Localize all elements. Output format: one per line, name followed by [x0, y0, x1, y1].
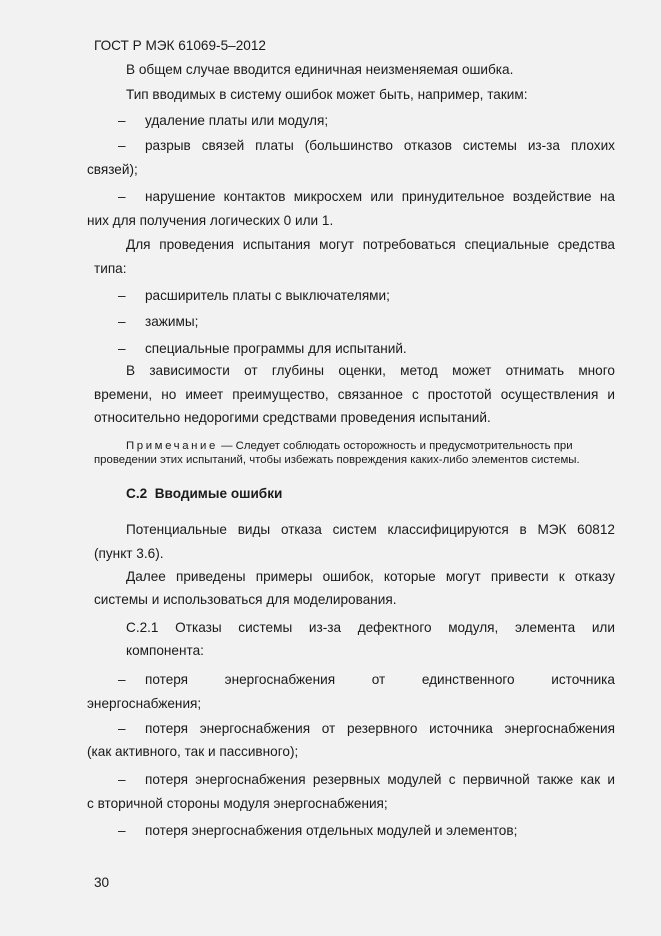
word: источника — [429, 721, 493, 736]
paragraph-4-line-3: относительно недорогими средствами проведения испытаний. — [94, 410, 491, 425]
word: как — [580, 772, 601, 787]
word: плохих — [570, 138, 615, 153]
word: Для — [126, 237, 151, 252]
list-dash: – — [118, 314, 126, 329]
word: модуля, — [448, 620, 499, 635]
note-line-2: проведении этих испытаний, чтобы избежать повреждения каких-либо элементов системы. — [94, 454, 580, 466]
word: классифицируются — [387, 522, 509, 537]
word: платы — [255, 138, 294, 153]
word: времени, — [94, 387, 153, 402]
word: отнимать — [505, 363, 565, 378]
list-item-3-line-2: них для получения логических 0 или 1. — [87, 213, 334, 228]
word: (большинство — [304, 138, 393, 153]
list-dash: – — [118, 672, 126, 687]
word: связанное — [337, 387, 403, 402]
paragraph-3-line-2: типа: — [94, 261, 127, 276]
word: простотой — [427, 387, 492, 402]
word: Потенциальные — [126, 522, 227, 537]
paragraph-6-line-2: системы и использоваться для моделирования. — [94, 592, 397, 607]
word: могут — [319, 237, 355, 252]
word: или — [370, 189, 394, 204]
list-item-5: зажимы; — [145, 314, 199, 329]
word: единственного — [421, 672, 515, 687]
word: из-за — [308, 620, 342, 635]
list-item-10: потеря энергоснабжения отдельных модулей и элементов; — [145, 823, 518, 838]
list-item-6: специальные программы для испытаний. — [145, 341, 407, 356]
list-item-2-line-1 — [145, 137, 615, 155]
word: ошибок, — [322, 569, 374, 584]
word: от — [321, 721, 336, 736]
word: дефектного — [357, 620, 432, 635]
word: отказов — [403, 138, 452, 153]
word: системы — [238, 620, 293, 635]
word: резервных — [312, 772, 381, 787]
word: средства — [557, 237, 615, 252]
list-dash: – — [118, 341, 126, 356]
word: в — [519, 522, 527, 537]
word: зависимости — [149, 363, 230, 378]
paragraph-3-line-1 — [126, 236, 615, 254]
list-item-4: расширитель платы с выключателями; — [145, 288, 390, 303]
word: могут — [445, 569, 481, 584]
note-label: Примечание — [126, 440, 218, 452]
list-item-9-line-1 — [145, 771, 615, 789]
list-dash: – — [118, 288, 126, 303]
list-item-8-line-2: (как активного, так и пассивного); — [87, 744, 299, 759]
section-heading: C.2 Вводимые ошибки — [126, 486, 283, 501]
word: первичной — [462, 772, 530, 787]
paragraph-4-line-2 — [94, 386, 615, 404]
word: от — [371, 672, 386, 687]
word: энергоснабжения — [224, 672, 336, 687]
word: связей — [201, 138, 245, 153]
word: системы — [462, 138, 517, 153]
word: модулей — [387, 772, 442, 787]
list-item-8-line-1 — [145, 720, 615, 738]
word: и — [607, 387, 615, 402]
word: систем — [332, 522, 377, 537]
list-item-3-line-1 — [145, 188, 615, 206]
subsection-heading-line-2: компонента: — [126, 643, 204, 658]
word: приведены — [175, 569, 246, 584]
word: нарушение — [145, 189, 216, 204]
list-dash: – — [118, 138, 126, 153]
list-dash: – — [118, 772, 126, 787]
list-dash: – — [118, 721, 126, 736]
paragraph-1: В общем случае вводится единичная неизменяемая ошибка. — [126, 62, 514, 77]
word: элемента — [514, 620, 576, 635]
word: примеры — [255, 569, 313, 584]
word: потеря — [145, 721, 189, 736]
word: имеет — [185, 387, 224, 402]
paragraph-4-line-1 — [126, 362, 615, 380]
word: на — [599, 189, 615, 204]
word: потеря — [145, 672, 189, 687]
word: метод — [400, 363, 438, 378]
document-header: ГОСТ Р МЭК 61069-5–2012 — [94, 38, 266, 53]
word: C.2.1 — [126, 620, 159, 635]
word: виды — [237, 522, 271, 537]
word: или — [591, 620, 615, 635]
word: воздействие — [512, 189, 592, 204]
paragraph-2: Тип вводимых в систему ошибок может быть, например, таким: — [126, 87, 528, 102]
word: и — [607, 772, 615, 787]
word: из-за — [527, 138, 560, 153]
word: источника — [551, 672, 615, 687]
paragraph-6-line-1 — [126, 568, 615, 586]
list-dash: – — [118, 113, 126, 128]
word: специальные — [464, 237, 550, 252]
word: энергоснабжения — [504, 721, 615, 736]
word: МЭК — [537, 522, 567, 537]
word: отказу — [574, 569, 615, 584]
word: разрыв — [145, 138, 191, 153]
list-item-1: удаление платы или модуля; — [145, 113, 329, 128]
word: отказа — [280, 522, 322, 537]
word: Далее — [126, 569, 166, 584]
word: с — [411, 387, 419, 402]
word: проведения — [159, 237, 235, 252]
list-dash: – — [118, 823, 126, 838]
word: В — [126, 363, 136, 378]
word: но — [161, 387, 177, 402]
list-item-9-line-2: с вторичной стороны модуля энергоснабжения; — [87, 796, 388, 811]
paragraph-5-line-2: (пункт 3.6). — [94, 546, 164, 561]
word: может — [452, 363, 492, 378]
word: оценки, — [338, 363, 386, 378]
word: испытания — [242, 237, 311, 252]
note-text: — Следует соблюдать осторожность и предусмотрительность при — [217, 440, 573, 452]
list-item-2-line-2: связей); — [87, 162, 138, 177]
word: 60812 — [577, 522, 615, 537]
word: преимущество, — [232, 387, 329, 402]
word: микросхем — [293, 189, 363, 204]
subsection-heading-line-1 — [126, 619, 615, 637]
paragraph-5-line-1 — [126, 521, 615, 539]
word: контактов — [223, 189, 286, 204]
word: резервного — [346, 721, 418, 736]
word: много — [578, 363, 615, 378]
word: с — [448, 772, 456, 787]
list-dash: – — [118, 189, 126, 204]
word: привести — [490, 569, 549, 584]
page-number: 30 — [94, 875, 110, 890]
word: Отказы — [175, 620, 222, 635]
word: энергоснабжения — [199, 721, 311, 736]
word: осуществления — [500, 387, 599, 402]
word: потребоваться — [362, 237, 456, 252]
word: принудительное — [401, 189, 505, 204]
word: энергоснабжения — [195, 772, 306, 787]
word: от — [244, 363, 258, 378]
word: к — [558, 569, 565, 584]
word: глубины — [271, 363, 325, 378]
list-item-7-line-1 — [145, 671, 615, 689]
word: потеря — [145, 772, 189, 787]
list-item-7-line-2: энергоснабжения; — [87, 696, 202, 711]
word: также — [536, 772, 574, 787]
word: которые — [383, 569, 436, 584]
